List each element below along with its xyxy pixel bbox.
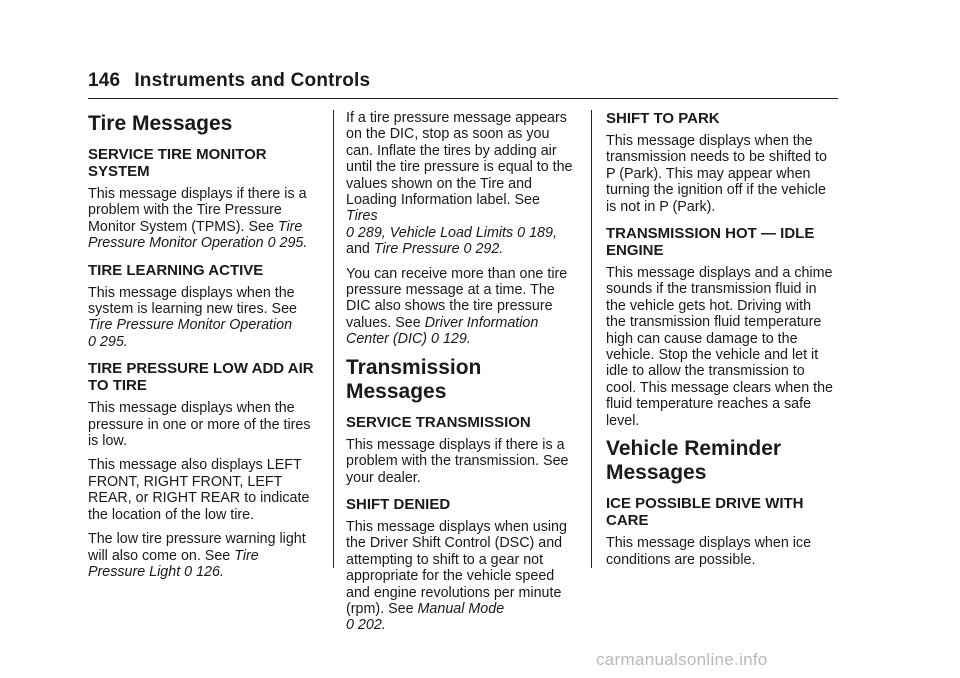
- header-divider: [88, 98, 838, 99]
- paragraph-service-transmission: This message displays if there is a problem with the transmission. See your dealer.: [346, 436, 569, 486]
- heading-tire-messages: Tire Messages: [88, 112, 233, 135]
- heading-shift-to-park: SHIFT TO PARK: [606, 110, 720, 127]
- page-ref[interactable]: 0 129.: [431, 331, 471, 348]
- paragraph-shift-denied: This message displays when using the Driver Shift Control (DSC) and attempting to shift to a gear not appropriate for the vehicle speed and engine revolutions per minute (rpm). See Manual Mode 0 202.: [346, 518, 567, 634]
- page-ref[interactable]: 0 189,: [517, 224, 557, 241]
- column-divider-2: [591, 110, 592, 568]
- page-ref[interactable]: 0 126.: [184, 563, 224, 580]
- link-vehicle-load-limits[interactable]: Vehicle Load Limits: [389, 224, 514, 241]
- heading-shift-denied: SHIFT DENIED: [346, 495, 451, 513]
- column-2: [346, 110, 574, 642]
- paragraph-low-1: This message displays when the pressure in one or more of the tires is low.: [88, 400, 311, 450]
- column-1: [88, 108, 316, 588]
- section-title: Instruments and Controls: [134, 70, 371, 91]
- page-header: [88, 70, 370, 92]
- paragraph-dic-2: You can receive more than one tire pressure message at a time. The DIC also shows the tire pressure values. See Driver Information Center (DIC) 0 129.: [346, 265, 568, 348]
- page-ref[interactable]: 0 295.: [267, 235, 308, 252]
- link-tire-pressure-light[interactable]: Tire Pressure Light: [88, 547, 259, 580]
- heading-vehicle-reminder: Vehicle Reminder Messages: [606, 437, 782, 485]
- heading-service-transmission: SERVICE TRANSMISSION: [346, 413, 531, 431]
- watermark: carmanualsonline.info: [596, 650, 768, 669]
- paragraph-service-tpms: This message displays if there is a problem with the Tire Pressure Monitor System (TPMS). See Tire Pressure Monitor Operation 0 295.: [88, 186, 308, 252]
- page-ref[interactable]: 0 202.: [346, 617, 386, 634]
- link-tpms-operation[interactable]: Tire Pressure Monitor Operation: [88, 218, 303, 252]
- page-ref[interactable]: 0 289,: [346, 224, 386, 241]
- heading-service-tire-monitor: SERVICE TIRE MONITOR SYSTEM: [88, 146, 267, 180]
- heading-tire-pressure-low: TIRE PRESSURE LOW ADD AIR TO TIRE: [88, 360, 314, 395]
- page-number: 146: [88, 70, 121, 91]
- paragraph-transmission-hot: This message displays and a chime sounds if the transmission fluid in the vehicle gets hot. Driving with the transmission fluid temperature high can cause damage to the vehicle. Stop the vehicle and let it idle to allow the transmission to cool. This message clears when the fluid temperature reaches a safe level.: [606, 265, 834, 429]
- link-dic[interactable]: Driver Information Center (DIC): [346, 314, 539, 348]
- link-tire-pressure[interactable]: Tire Pressure: [373, 241, 460, 258]
- column-divider-1: [333, 110, 334, 568]
- heading-tire-learning: TIRE LEARNING ACTIVE: [88, 261, 264, 279]
- link-tires[interactable]: Tires: [346, 208, 378, 225]
- heading-ice-possible: ICE POSSIBLE DRIVE WITH CARE: [606, 495, 804, 530]
- heading-transmission-messages: Transmission Messages: [346, 355, 482, 403]
- column-3: [606, 108, 834, 576]
- paragraph-low-2: This message also displays LEFT FRONT, RIGHT FRONT, LEFT REAR, or RIGHT REAR to indicate the location of the low tire.: [88, 457, 310, 523]
- paragraph-dic-1: If a tire pressure message appears on the DIC, stop as soon as you can. Inflate the tires by adding air until the tire pressure is equal to the values shown on the Tire and Loading Information label. See Tires 0 289, Vehicle Load Limits 0 189, and Tire Pressure 0 292.: [346, 110, 573, 258]
- page-ref[interactable]: 0 292.: [463, 241, 504, 258]
- paragraph-tire-learning: This message displays when the system is learning new tires. See Tire Pressure Monitor Operation 0 295.: [88, 284, 297, 350]
- link-manual-mode[interactable]: Manual Mode: [417, 600, 505, 617]
- paragraph-ice-possible: This message displays when ice conditions are possible.: [606, 535, 812, 568]
- paragraph-shift-to-park: This message displays when the transmission needs to be shifted to P (Park). This may appear when turning the ignition off if the vehicle is not in P (Park).: [606, 133, 827, 215]
- page-ref[interactable]: 0 295.: [88, 333, 128, 350]
- heading-transmission-hot: TRANSMISSION HOT — IDLE ENGINE: [606, 225, 815, 260]
- link-tpms-operation[interactable]: Tire Pressure Monitor Operation: [88, 317, 293, 334]
- paragraph-low-3: The low tire pressure warning light will also come on. See Tire Pressure Light 0 126.: [88, 531, 306, 580]
